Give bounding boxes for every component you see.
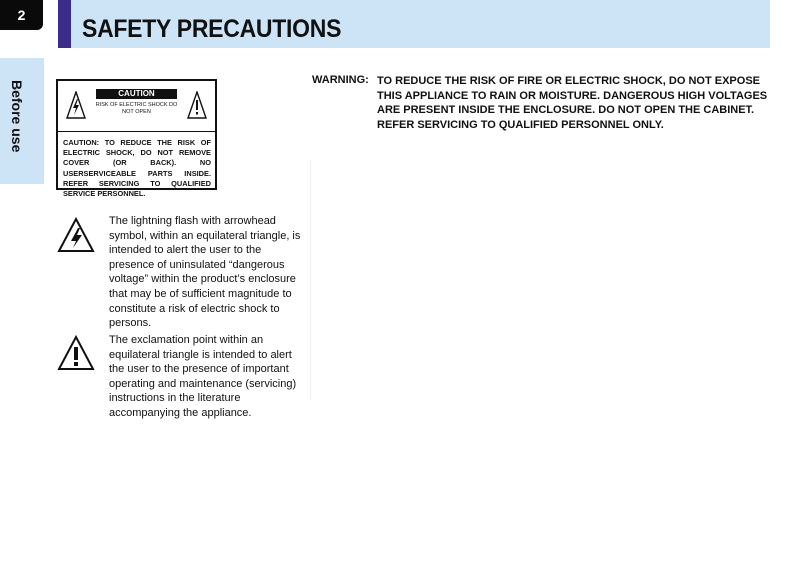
caution-body-text: CAUTION: TO REDUCE THE RISK OF ELECTRIC SHOCK, DO NOT REMOVE COVER (OR BACK). NO USERSERVICEABLE PARTS INSIDE. REFER SERVICING TO QUALIFIED SERVICE PERSONNEL. [63,138,211,199]
lightning-triangle-icon [66,91,86,119]
exclamation-symbol-description: The exclamation point within an equilateral triangle is intended to alert the user to the presence of important operating and maintenance (servicing) instructions in the literature accompanying the appliance. [109,334,297,419]
exclamation-triangle-icon [57,335,95,371]
header-accent-stripe [58,0,71,48]
exclamation-triangle-icon [187,91,207,119]
warning-label: WARNING: [312,74,369,86]
page-number: 2 [0,0,43,30]
caution-label-box [56,79,217,199]
page-title: SAFETY PRECAUTIONS [82,15,342,43]
caution-subheader: RISK OF ELECTRIC SHOCK DO NOT OPEN [95,102,178,115]
column-divider [310,160,311,400]
lightning-triangle-icon [57,217,95,253]
warning-text: TO REDUCE THE RISK OF FIRE OR ELECTRIC SHOCK, DO NOT EXPOSE THIS APPLIANCE TO RAIN OR MOISTURE. DANGEROUS HIGH VOLTAGES ARE PRESENT INSIDE THE ENCLOSURE. DO NOT OPEN THE CABINET. REFER SERVICING TO QUALIFIED PERSONNEL ONLY. [377,75,768,131]
caution-header: CAUTION [96,89,177,99]
caution-label-top [58,81,215,132]
section-tab-label: Before use [9,80,25,153]
lightning-symbol-description: The lightning flash with arrowhead symbol, within an equilateral triangle, is intended to alert the user to the presence of uninsulated “dangerous voltage” within the product’s enclosure that may be of sufficient magnitude to constitute a risk of electric shock to persons. [109,215,301,330]
